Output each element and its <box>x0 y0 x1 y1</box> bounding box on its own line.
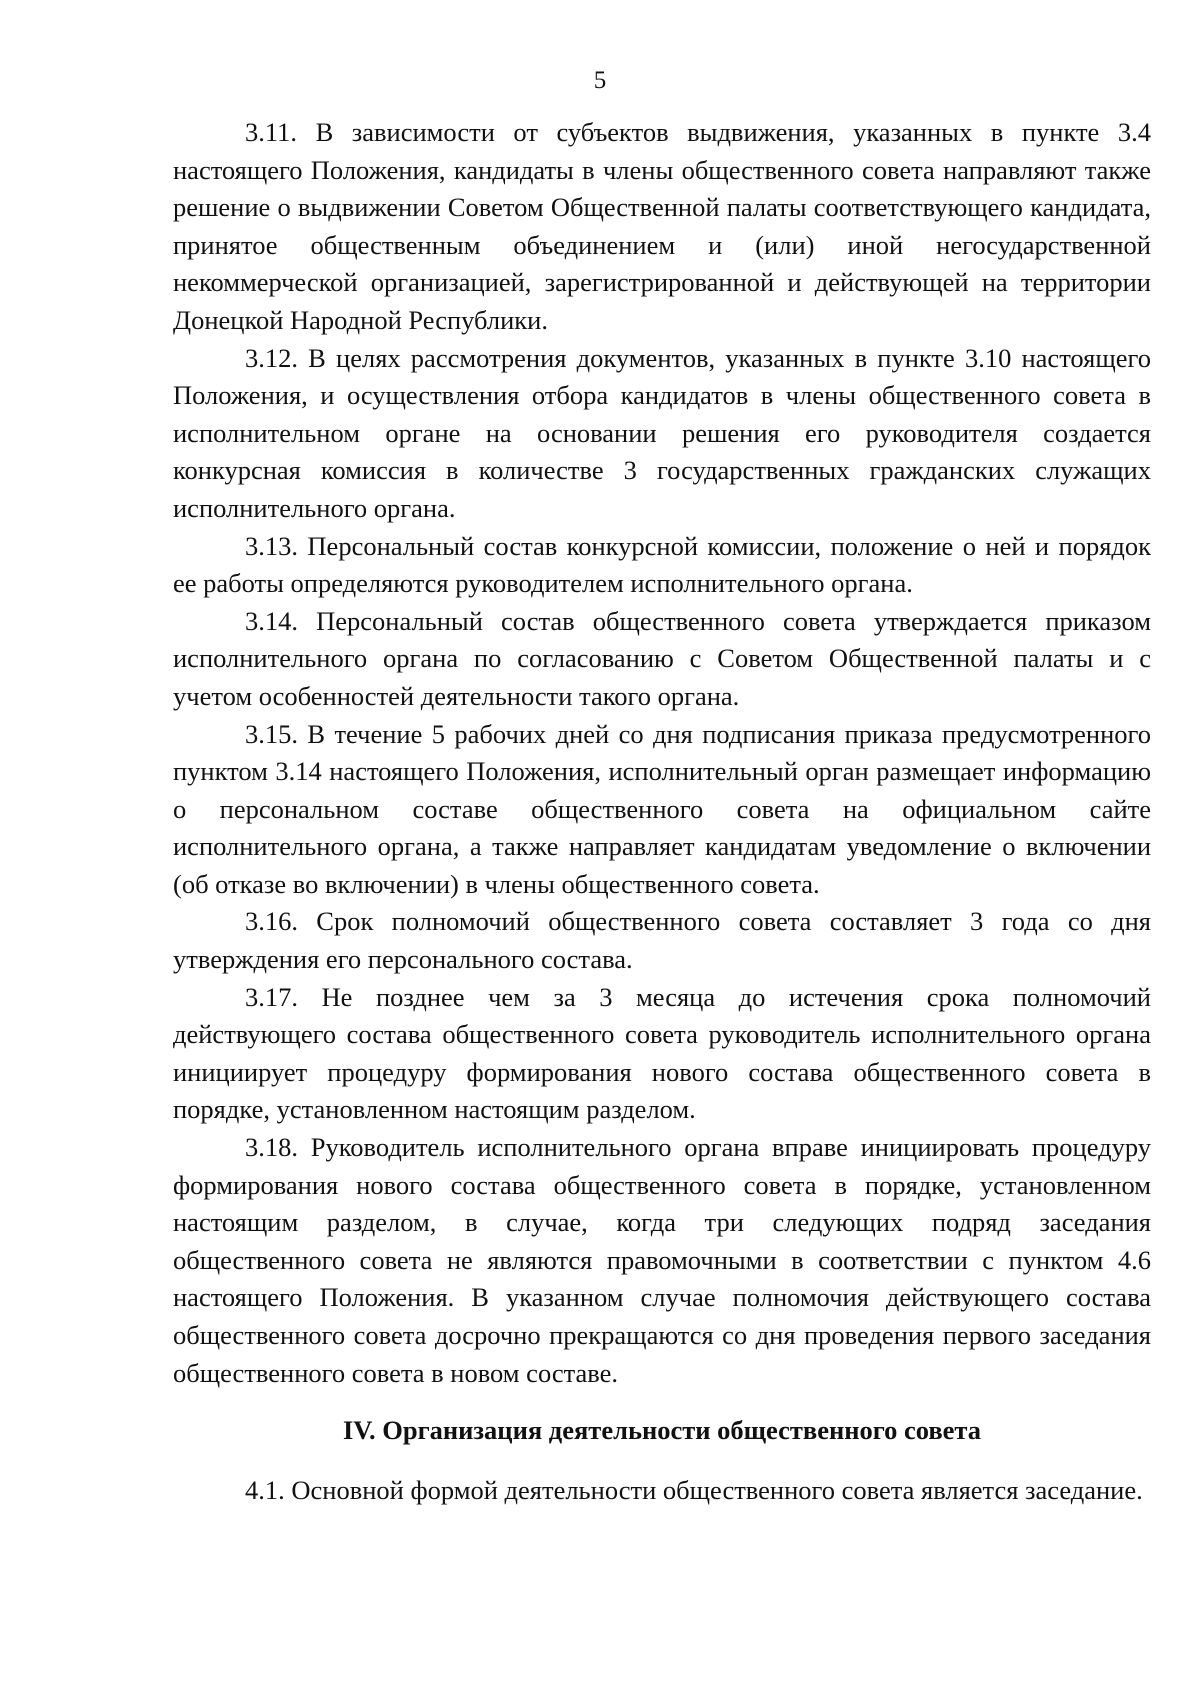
paragraph-3-13: 3.13. Персональный состав конкурсной комиссии, положение о ней и порядок ее работы определяются руководителем исполнительного органа. <box>173 530 1151 599</box>
document-body <box>173 114 1151 1509</box>
paragraph-3-14: 3.14. Персональный состав общественного совета утверждается приказом исполнительного органа по согласованию с Советом Общественной палаты и с учетом особенностей деятельности такого органа. <box>173 605 1151 711</box>
page-number: 5 <box>593 67 607 94</box>
section-heading: IV. Организация деятельности общественного совета <box>342 1415 982 1446</box>
paragraph-3-11: 3.11. В зависимости от субъектов выдвижения, указанных в пункте 3.4 настоящего Положения, кандидаты в члены общественного совета направляют также решение о выдвижении Советом Общественной палаты соответствующего кандидата, принятое общественным объединением и (или) иной негосударственной некоммерческой организацией, зарегистрированной и действующей на территории Донецкой Народной Республики. <box>173 117 1151 335</box>
paragraph-4-1: 4.1. Основной формой деятельности общественного совета является заседание. <box>245 1474 1143 1505</box>
paragraph-3-15: 3.15. В течение 5 рабочих дней со дня подписания приказа предусмотренного пунктом 3.14 настоящего Положения, исполнительный орган размещает информацию о персональном составе общественного совета на официальном сайте исполнительного органа, а также направляет кандидатам уведомление о включении (об отказе во включении) в члены общественного совета. <box>173 718 1151 899</box>
paragraph-3-16: 3.16. Срок полномочий общественного совета составляет 3 года со дня утверждения его персонального состава. <box>173 906 1151 975</box>
paragraph-3-12: 3.12. В целях рассмотрения документов, указанных в пункте 3.10 настоящего Положения, и осуществления отбора кандидатов в члены общественного совета в исполнительном органе на основании решения его руководителя создается конкурсная комиссия в количестве 3 государственных гражданских служащих исполнительного органа. <box>173 342 1151 523</box>
paragraph-3-17: 3.17. Не позднее чем за 3 месяца до истечения срока полномочий действующего состава общественного совета руководитель исполнительного органа инициирует процедуру формирования нового состава общественного совета в порядке, установленном настоящим разделом. <box>173 981 1151 1125</box>
paragraph-3-18: 3.18. Руководитель исполнительного органа вправе инициировать процедуру формирования нового состава общественного совета в порядке, установленном настоящим разделом, в случае, когда три следующих подряд заседания общественного совета не являются правомочными в соответствии с пунктом 4.6 настоящего Положения. В указанном случае полномочия действующего состава общественного совета досрочно прекращаются со дня проведения первого заседания общественного совета в новом составе. <box>173 1132 1151 1388</box>
